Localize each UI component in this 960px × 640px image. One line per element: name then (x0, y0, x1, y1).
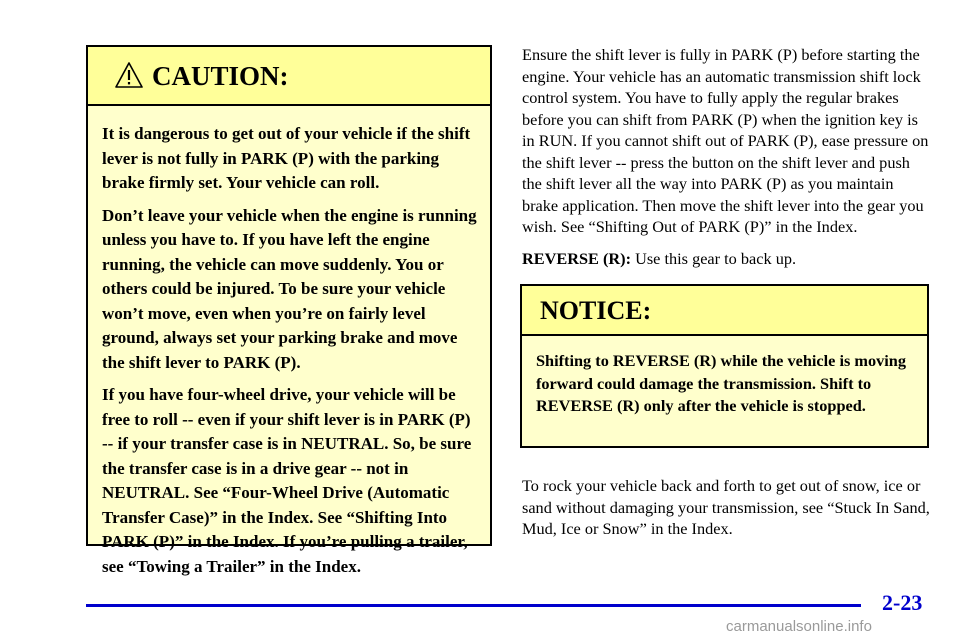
notice-box (520, 284, 929, 448)
intro-paragraph: Ensure the shift lever is fully in PARK (P) before starting the engine. Your vehicle has an automatic transmission shift lock control system. You have to fully apply the regular brakes before you can shift from PARK (P) when the ignition key is in RUN. If you cannot shift out of PARK (P), ease pressure on the shift lever -- press the button on the shift lever and push the shift lever all the way into PARK (P) as you maintain brake application. Then move the shift lever into the gear you wish. See “Shifting Out of PARK (P)” in the Index. (522, 45, 929, 236)
warning-triangle-icon (114, 61, 144, 89)
caution-title: CAUTION: (152, 61, 289, 91)
caution-paragraph: If you have four-wheel drive, your vehicle will be free to roll -- even if your shift lever is in PARK (P) -- if your transfer case is in NEUTRAL. So, be sure the transfer case is in a drive gear -- not in NEUTRAL. See “Four-Wheel Drive (Automatic Transfer Case)” in the Index. See “Shifting Into PARK (P)” in the Index. If you’re pulling a trailer, see “Towing a Trailer” in the Index. (102, 385, 472, 576)
caution-header (88, 47, 490, 106)
notice-header (522, 286, 927, 336)
reverse-paragraph (522, 248, 932, 270)
page-number: 2-23 (882, 590, 923, 615)
caution-paragraph: Don’t leave your vehicle when the engine is running unless you have to. If you have left the engine running, the vehicle can move suddenly. You or others could be injured. To be sure your vehicle won’t move, even when you’re on fairly level ground, always set your parking brake and move the shift lever to PARK (P). (102, 205, 477, 372)
footer-divider (86, 604, 861, 607)
caution-box (86, 45, 492, 576)
caution-paragraph: It is dangerous to get out of your vehicle if the shift lever is not fully in PARK (P) with the parking brake firmly set. Your vehicle can roll. (102, 124, 471, 192)
watermark: carmanualsonline.info (726, 618, 872, 635)
notice-title: NOTICE: (540, 296, 652, 325)
reverse-label: REVERSE (R): (522, 248, 632, 268)
reverse-text: Use this gear to back up. (631, 248, 797, 268)
notice-text: Shifting to REVERSE (R) while the vehicle is moving forward could damage the transmission. Shift to REVERSE (R) only after the vehicle is stopped. (536, 351, 906, 415)
notice-body (522, 336, 927, 418)
caution-body (88, 106, 490, 579)
right-column (522, 44, 932, 540)
rock-paragraph: To rock your vehicle back and forth to get out of snow, ice or sand without damaging your transmission, see “Stuck In Sand, Mud, Ice or Snow” in the Index. (522, 476, 930, 538)
